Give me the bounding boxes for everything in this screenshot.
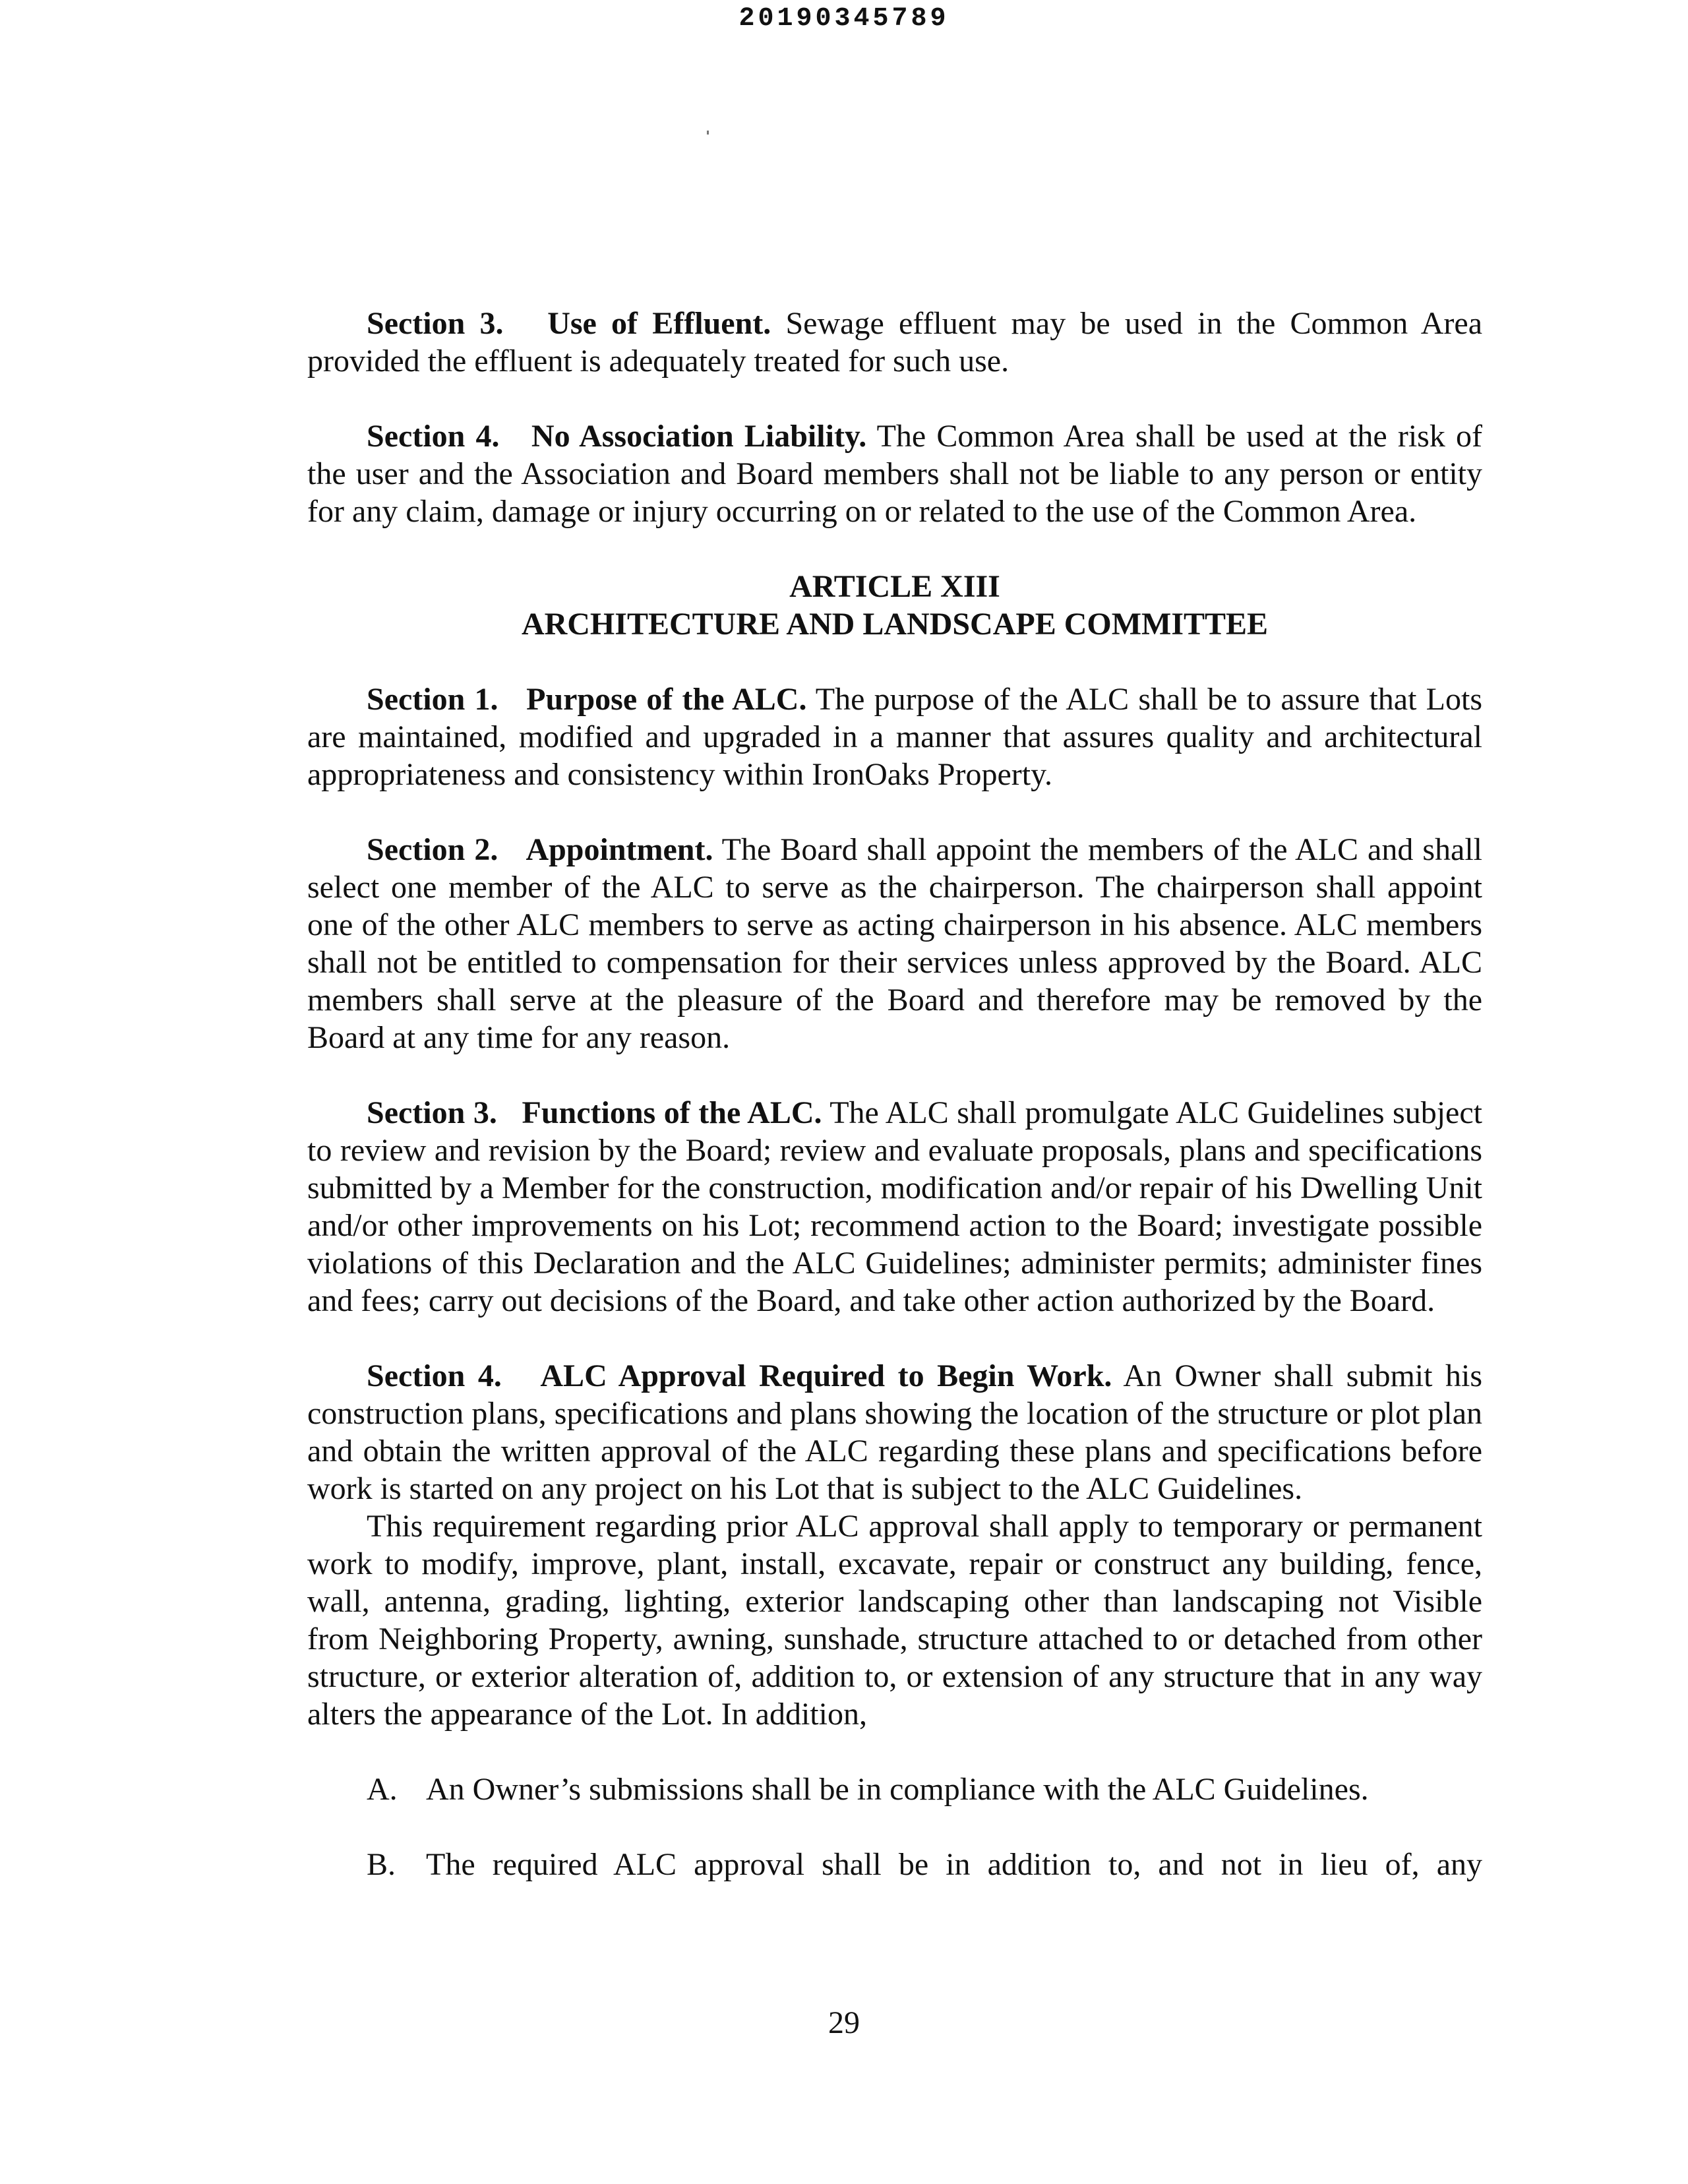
section-text: The Board shall appoint the members of the ALC and shall select one member of the ALC to serve as the chairperson. The chairperson shall appoint one of the other ALC members to serve as acting chairperson in his absence. ALC members shall not be entitled to compensation for their services unless approved by the Board. ALC members shall serve at the pleasure of the Board and therefore may be removed by the Board at any time for any reason. xyxy=(307,832,1483,1055)
section-title: No Association Liability. xyxy=(531,419,867,454)
section-4-approval-required xyxy=(307,1357,1482,1507)
section-title: Functions of the ALC. xyxy=(522,1095,822,1130)
section-3-functions xyxy=(307,1094,1482,1320)
page-body xyxy=(307,305,1482,1883)
article-heading xyxy=(307,568,1482,643)
list-text: The required ALC approval shall be in addition to, and not in lieu of, any xyxy=(426,1847,1482,1882)
article-number: ARTICLE XIII xyxy=(789,569,1000,604)
section-label: Section 3. xyxy=(367,306,504,341)
section-label: Section 4. xyxy=(367,419,500,454)
section-title: Purpose of the ALC. xyxy=(526,682,807,717)
document-number: 20190345789 xyxy=(738,4,950,34)
list-letter: B. xyxy=(367,1847,396,1882)
list-text: An Owner’s submissions shall be in compliance with the ALC Guidelines. xyxy=(426,1772,1369,1807)
section-1-purpose xyxy=(307,681,1482,793)
section-text: Sewage effluent may be used in the Common Area provided the effluent is adequately treated for such use. xyxy=(307,306,1483,379)
section-4-continuation: This requirement regarding prior ALC approval shall apply to temporary or permanent work to modify, improve, plant, install, excavate, repair or construct any building, fence, wall, antenna, grading, lighting, exterior landscaping other than landscaping not Visible from Neighboring Property, awning, sunshade, structure attached to or detached from other structure, or exterior alteration of, addition to, or extension of any structure that in any way alters the appearance of the Lot. In addition, xyxy=(307,1509,1482,1732)
section-text: An Owner shall submit his construction plans, specifications and plans showing the location of the structure or plot plan and obtain the written approval of the ALC regarding these plans and specifications before work is started on any project on his Lot that is subject to the ALC Guidelines. xyxy=(307,1358,1483,1506)
section-text: The purpose of the ALC shall be to assure that Lots are maintained, modified and upgraded in a manner that assures quality and architectural appropriateness and consistency within IronOaks Property. xyxy=(307,682,1482,792)
list-letter: A. xyxy=(367,1772,398,1807)
scan-speck xyxy=(707,131,709,135)
section-3-use-of-effluent xyxy=(307,305,1482,380)
list-item-a xyxy=(307,1771,1482,1808)
section-label: Section 2. xyxy=(367,832,498,867)
section-title: Appointment. xyxy=(526,832,713,867)
section-4-no-association-liability xyxy=(307,417,1482,530)
article-title: ARCHITECTURE AND LANDSCAPE COMMITTEE xyxy=(521,607,1269,642)
section-title: Use of Effluent. xyxy=(547,306,771,341)
section-title: ALC Approval Required to Begin Work. xyxy=(540,1358,1112,1393)
section-text: The ALC shall promulgate ALC Guidelines subject to review and revision by the Board; review and evaluate proposals, plans and specifications submitted by a Member for the construction, modification and/or repair of his Dwelling Unit and/or other improvements on his Lot; recommend action to the Board; investigate possible violations of this Declaration and the ALC Guidelines; administer permits; administer fines and fees; carry out decisions of the Board, and take other action authorized by the Board. xyxy=(307,1095,1483,1318)
section-label: Section 3. xyxy=(367,1095,497,1130)
section-2-appointment xyxy=(307,831,1482,1056)
section-label: Section 1. xyxy=(367,682,498,717)
section-label: Section 4. xyxy=(367,1358,502,1393)
list-item-b xyxy=(307,1846,1482,1883)
section-text: The Common Area shall be used at the risk of the user and the Association and Board members shall not be liable to any person or entity for any claim, damage or injury occurring on or related to the use of the Common Area. xyxy=(307,419,1482,529)
page-number: 29 xyxy=(828,2005,860,2040)
